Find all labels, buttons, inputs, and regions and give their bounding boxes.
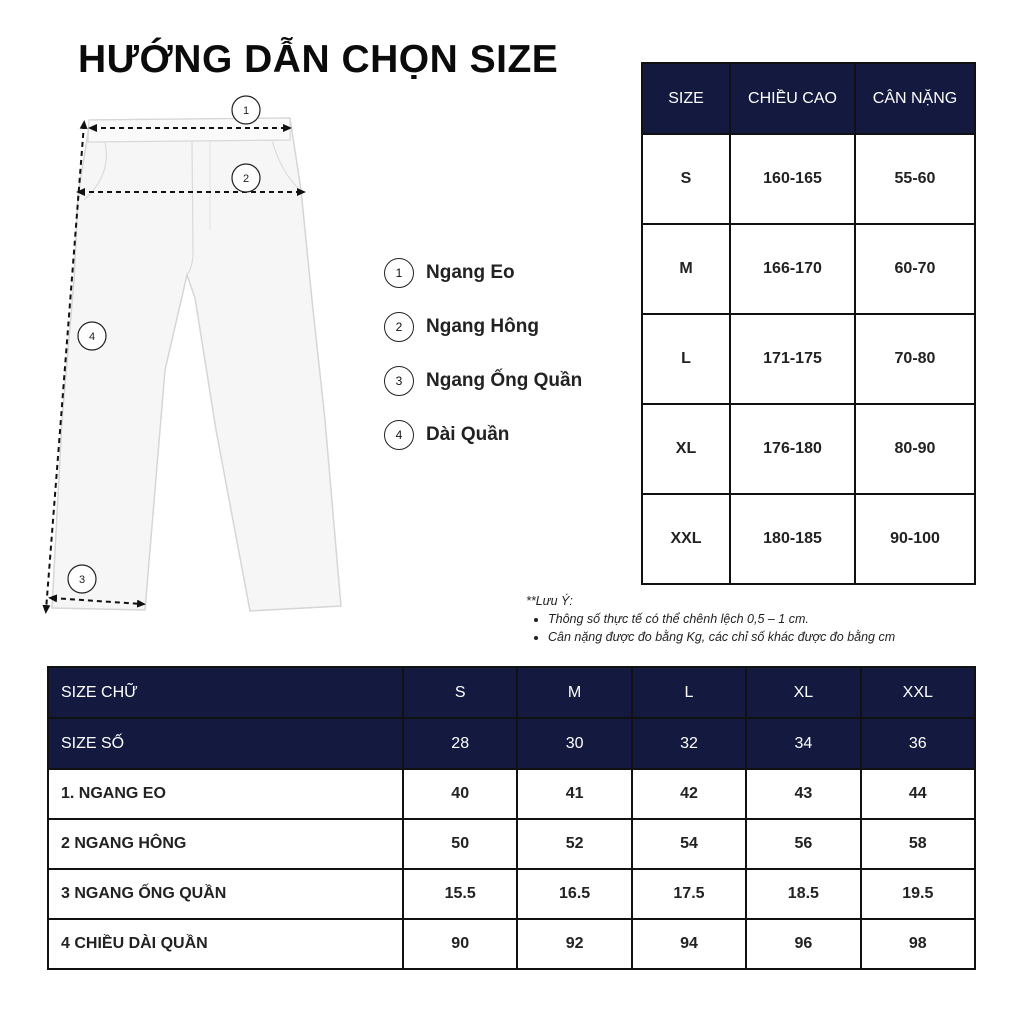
header-cell: 32 bbox=[632, 718, 746, 769]
weight-cell: 60-70 bbox=[855, 224, 975, 314]
weight-cell: 70-80 bbox=[855, 314, 975, 404]
size-recommendation-table bbox=[641, 62, 976, 585]
note-item: • Cân nặng được đo bằng Kg, các chỉ số khác được đo bằng cm bbox=[548, 630, 895, 644]
note-item: • Thông số thực tế có thể chênh lệch 0,5 – 1 cm. bbox=[548, 612, 895, 626]
height-cell: 171-175 bbox=[730, 314, 855, 404]
legend-item-hip bbox=[384, 310, 582, 344]
header-cell: 28 bbox=[403, 718, 517, 769]
value-cell: 17.5 bbox=[632, 869, 746, 919]
height-cell: 166-170 bbox=[730, 224, 855, 314]
table-row bbox=[48, 869, 975, 919]
row-label: 3 NGANG ỐNG QUẦN bbox=[48, 869, 403, 919]
table-row bbox=[642, 314, 975, 404]
note-heading: **Lưu Ý: bbox=[526, 594, 573, 608]
value-cell: 98 bbox=[861, 919, 975, 969]
size-cell: S bbox=[642, 134, 730, 224]
header-cell: XXL bbox=[861, 667, 975, 718]
marker-4 bbox=[78, 322, 106, 350]
value-cell: 52 bbox=[517, 819, 631, 869]
size-cell: XXL bbox=[642, 494, 730, 584]
weight-cell: 80-90 bbox=[855, 404, 975, 494]
weight-cell: 90-100 bbox=[855, 494, 975, 584]
legend-number: 4 bbox=[384, 420, 414, 450]
legend-label: Ngang Ống Quần bbox=[426, 370, 583, 391]
header-cell: 36 bbox=[861, 718, 975, 769]
legend-item-length bbox=[384, 418, 582, 452]
value-cell: 16.5 bbox=[517, 869, 631, 919]
row-label: 1. NGANG EO bbox=[48, 769, 403, 819]
table-row bbox=[642, 224, 975, 314]
size-cell: XL bbox=[642, 404, 730, 494]
header-cell: CÂN NẶNG bbox=[855, 63, 975, 134]
legend-item-leg-opening bbox=[384, 364, 582, 398]
height-cell: 160-165 bbox=[730, 134, 855, 224]
value-cell: 54 bbox=[632, 819, 746, 869]
table-row bbox=[642, 134, 975, 224]
value-cell: 42 bbox=[632, 769, 746, 819]
value-cell: 44 bbox=[861, 769, 975, 819]
legend-item-waist bbox=[384, 256, 582, 290]
row-label: 2 NGANG HÔNG bbox=[48, 819, 403, 869]
height-cell: 180-185 bbox=[730, 494, 855, 584]
header-cell: S bbox=[403, 667, 517, 718]
height-cell: 176-180 bbox=[730, 404, 855, 494]
measurement-legend bbox=[384, 256, 582, 472]
header-cell: 30 bbox=[517, 718, 631, 769]
row-label: 4 CHIỀU DÀI QUẦN bbox=[48, 919, 403, 969]
note-block bbox=[526, 594, 895, 648]
table-row bbox=[48, 769, 975, 819]
value-cell: 19.5 bbox=[861, 869, 975, 919]
table-header-row bbox=[48, 667, 975, 718]
value-cell: 50 bbox=[403, 819, 517, 869]
value-cell: 90 bbox=[403, 919, 517, 969]
legend-label: Ngang Eo bbox=[426, 262, 515, 283]
legend-label: Dài Quần bbox=[426, 424, 510, 445]
legend-label: Ngang Hông bbox=[426, 316, 539, 337]
header-cell: XL bbox=[746, 667, 860, 718]
value-cell: 56 bbox=[746, 819, 860, 869]
header-cell: SIZE CHỮ bbox=[48, 667, 403, 718]
page-title: HƯỚNG DẪN CHỌN SIZE bbox=[78, 38, 559, 81]
value-cell: 43 bbox=[746, 769, 860, 819]
note-list bbox=[526, 612, 895, 644]
table-header-row bbox=[642, 63, 975, 134]
table-row bbox=[48, 819, 975, 869]
header-cell: SIZE bbox=[642, 63, 730, 134]
measurement-table bbox=[47, 666, 976, 970]
value-cell: 92 bbox=[517, 919, 631, 969]
value-cell: 96 bbox=[746, 919, 860, 969]
value-cell: 94 bbox=[632, 919, 746, 969]
value-cell: 58 bbox=[861, 819, 975, 869]
svg-text:3: 3 bbox=[78, 574, 86, 586]
value-cell: 41 bbox=[517, 769, 631, 819]
table-row bbox=[642, 494, 975, 584]
svg-text:1: 1 bbox=[242, 105, 250, 117]
legend-number: 3 bbox=[384, 366, 414, 396]
table-header-row bbox=[48, 718, 975, 769]
svg-text:4: 4 bbox=[88, 331, 96, 343]
table-row bbox=[48, 919, 975, 969]
marker-3 bbox=[68, 565, 96, 593]
legend-number: 2 bbox=[384, 312, 414, 342]
pants-illustration bbox=[0, 0, 360, 620]
header-cell: L bbox=[632, 667, 746, 718]
value-cell: 18.5 bbox=[746, 869, 860, 919]
header-cell: M bbox=[517, 667, 631, 718]
marker-1 bbox=[232, 96, 260, 124]
value-cell: 15.5 bbox=[403, 869, 517, 919]
svg-text:2: 2 bbox=[242, 173, 250, 185]
header-cell: SIZE SỐ bbox=[48, 718, 403, 769]
size-cell: L bbox=[642, 314, 730, 404]
legend-number: 1 bbox=[384, 258, 414, 288]
value-cell: 40 bbox=[403, 769, 517, 819]
table-row bbox=[642, 404, 975, 494]
size-cell: M bbox=[642, 224, 730, 314]
header-cell: 34 bbox=[746, 718, 860, 769]
header-cell: CHIỀU CAO bbox=[730, 63, 855, 134]
marker-2 bbox=[232, 164, 260, 192]
weight-cell: 55-60 bbox=[855, 134, 975, 224]
